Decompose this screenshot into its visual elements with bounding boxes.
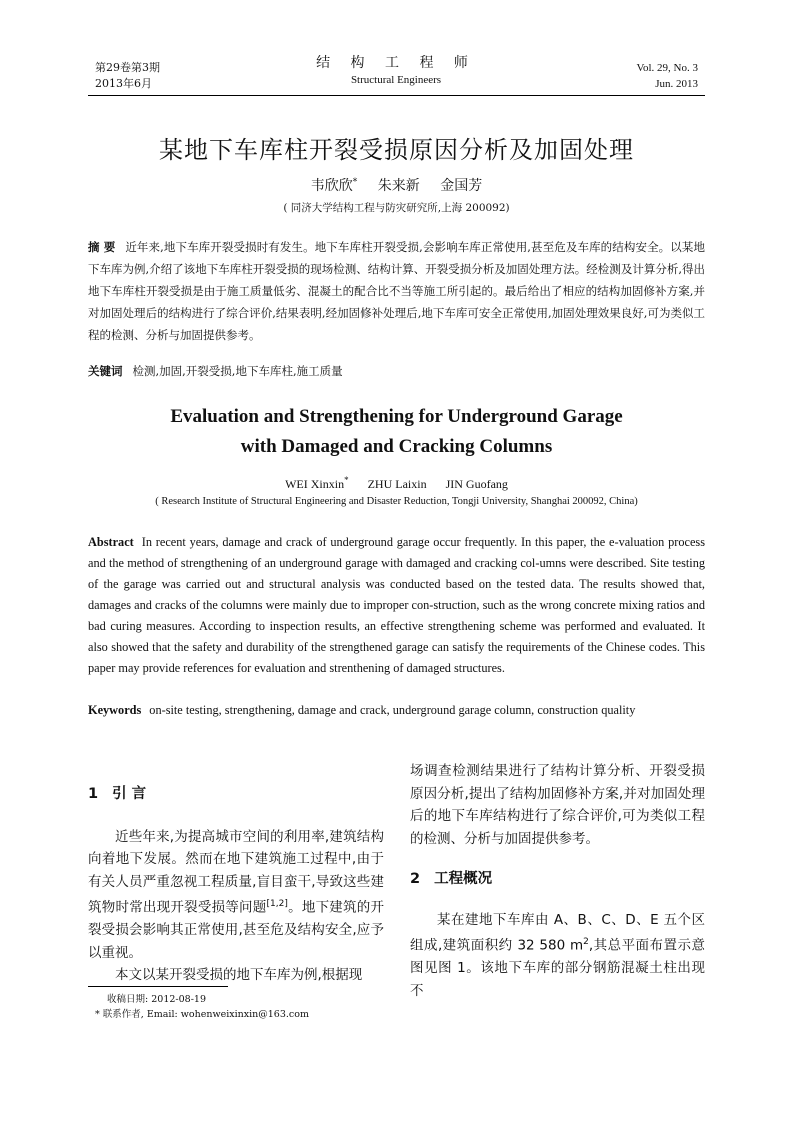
abstract-cn-label: 摘 要 [88, 240, 116, 254]
body-left-column [88, 765, 384, 987]
footnote-received [95, 992, 206, 1007]
author-3-en: JIN Guofang [445, 477, 508, 491]
journal-name-cn: 结 构 工 程 师 [316, 55, 476, 71]
keywords-cn-label: 关键词 [88, 364, 123, 378]
authors-cn [88, 175, 705, 195]
authors-en [88, 475, 705, 492]
section-1-paragraph-2-cont: 场调查检测结果进行了结构计算分析、开裂受损原因分析,提出了结构加固修补方案,并对加固处理后的地下车库结构进行了综合评价,可为类似工程的检测、分析与加固提供参考。 [410, 763, 705, 847]
header-vol-en: Vol. 29, No. 3 [636, 62, 698, 74]
paper-title-en [88, 402, 705, 462]
header-date-en: Jun. 2013 [655, 78, 698, 90]
abstract-cn-text: 近年来,地下车库开裂受损时有发生。地下车库柱开裂受损,会影响车库正常使用,甚至危及车库的结构安全。以某地下车库为例,介绍了该地下车库柱开裂受损的现场检测、结构计算、开裂受损分析及加固处理方法。经检测及计算分析,得出地下车库柱开裂受损是由于施工质量低劣、混凝土的配合比不当等施工所引起的。最后给出了相应的结构加固修补方案,并对加固处理后的结构进行了综合评价,结果表明,经加固修补处理后,地下车库可安全正常使用,加固处理效果良好,可为类似工程的检测、分析与加固提供参考。 [88, 240, 705, 342]
author-2-cn: 朱来新 [377, 178, 420, 194]
keywords-cn-text: 检测,加固,开裂受损,地下车库柱,施工质量 [132, 364, 343, 378]
paper-title-cn: 某地下车库柱开裂受损原因分析及加固处理 [159, 136, 634, 164]
header-date-cn: 2013年6月 [95, 77, 152, 90]
header-volume [636, 60, 698, 92]
author-3-cn: 金国芳 [440, 178, 483, 194]
abstract-en [88, 532, 705, 679]
abstract-cn [88, 236, 705, 346]
author-1-en: WEI Xinxin* [285, 475, 349, 491]
footnote-rule [88, 986, 228, 987]
section-1-title: 引 言 [112, 786, 147, 802]
header-rule [88, 95, 705, 96]
affiliation-en: ( Research Institute of Structural Engineering and Disaster Reduction, Tongji University, Shanghai 200092, China) [155, 496, 638, 507]
section-1-paragraph-2: 本文以某开裂受损的地下车库为例,根据现 [115, 967, 363, 983]
author-2-en: ZHU Laixin [367, 477, 427, 491]
keywords-en [88, 700, 705, 721]
contact-label: * 联系作者, [95, 1009, 144, 1020]
header-issue [95, 60, 160, 92]
journal-name-en: Structural Engineers [350, 74, 442, 86]
title-en-line-2: with Damaged and Cracking Columns [240, 436, 553, 457]
section-1-number: 1 [88, 786, 99, 802]
footnote-contact [95, 1007, 309, 1022]
contact-email: Email: wohenweixinxin@163.com [146, 1009, 309, 1020]
citation-ref: [1,2] [266, 899, 288, 909]
received-label: 收稿日期: [107, 994, 149, 1005]
abstract-en-label: Abstract [88, 535, 134, 549]
section-2-number: 2 [410, 871, 421, 887]
keywords-en-label: Keywords [88, 703, 142, 717]
title-en-line-1: Evaluation and Strengthening for Underground Garage [170, 406, 623, 427]
section-2-title: 工程概况 [434, 871, 493, 887]
header-issue-cn: 第29卷第3期 [95, 61, 160, 74]
section-1-heading [88, 783, 384, 806]
received-date: 2012-08-19 [151, 994, 207, 1005]
keywords-cn [88, 362, 705, 380]
header-journal [296, 54, 496, 88]
body-right-column [410, 760, 705, 1002]
affiliation-cn: ( 同济大学结构工程与防灾研究所,上海 200092) [283, 202, 510, 214]
abstract-en-text: In recent years, damage and crack of underground garage occur frequently. In this paper, the e-valuation process and the method of strengthening of an underground garage with damaged and cracking col-umns were described. Site testing of the garage was carried out and structural analysis was conducted based on the tested data. The results showed that, damages and cracks of the columns were mainly due to improper con-struction, such as the wrong concrete mixing ratios and bad curing measures. According to inspection results, an effective strengthening scheme was performed and evaluated. It also showed that the safety and durability of the strengthened garage can satisfy the requirements of the Chinese codes. This paper may provide references for evaluation and strenthening of damaged structures. [88, 535, 705, 675]
section-2-paragraph-1: 某在建地下车库由 A、B、C、D、E 五个区组成,建筑面积约 32 580 $m^2$,其总平面布置示意图见图 1。该地下车库的部分钢筋混凝土柱出现不 [410, 911, 705, 999]
keywords-en-text: on-site testing, strengthening, damage and crack, underground garage column, construction quality [149, 703, 636, 717]
section-2-heading [410, 868, 705, 891]
section-1-paragraph-1: 近些年来,为提高城市空间的利用率,建筑结构向着地下发展。然而在地下建筑施工过程中,由于有关人员严重忽视工程质量,盲目蛮干,导致这些建筑物时常出现开裂受损等问题[1,2]。地下建筑的开裂受损会影响其正常使用,甚至危及结构安全,应予以重视。 [88, 828, 385, 961]
author-1-cn: 韦欣欣* [310, 177, 358, 194]
